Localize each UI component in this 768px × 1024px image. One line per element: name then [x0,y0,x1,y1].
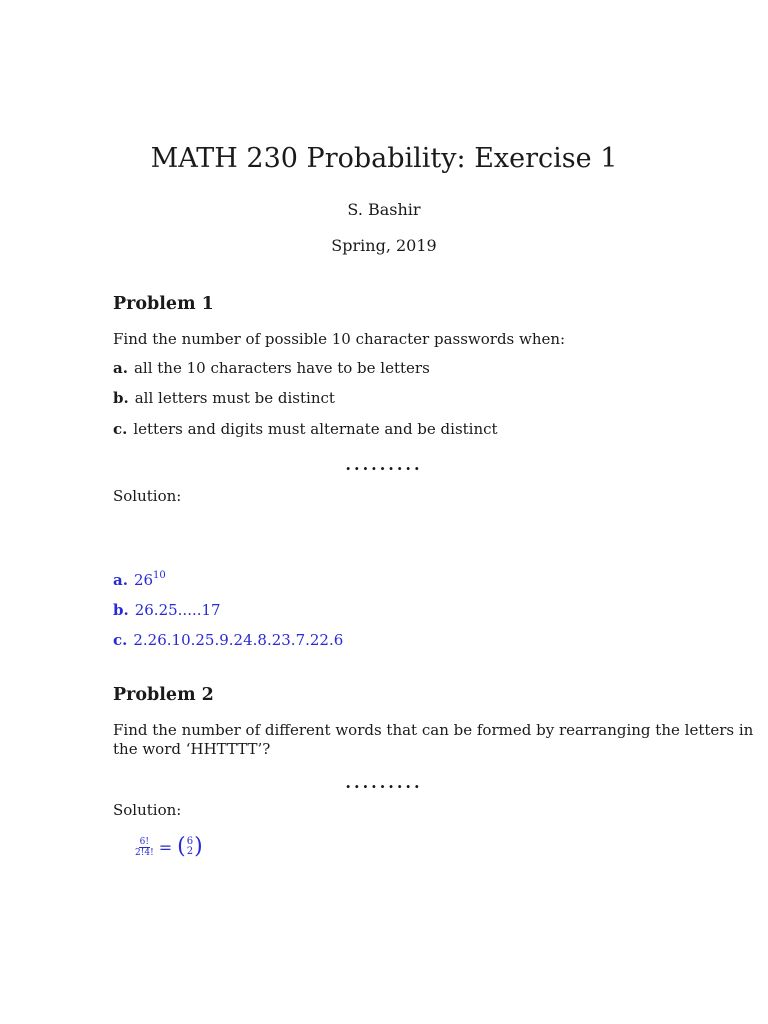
item-label: c. [113,420,128,438]
problem-1-item-b [113,389,335,407]
answer-label: c. [113,631,128,649]
item-text: all the 10 characters have to be letters [133,359,430,377]
problem-2-prompt-line-1: Find the number of different words that can be formed by rearranging the letters in [113,721,754,739]
binomial-top: 6 [186,836,194,847]
fraction [135,837,154,858]
fraction-denominator: 2!4! [135,847,154,858]
item-text: all letters must be distinct [134,389,335,407]
fraction-numerator: 6! [139,836,150,847]
answer-label: b. [113,601,129,619]
item-label: b. [113,389,129,407]
separator-dots-2: ......... [345,773,423,792]
answer-text: 2.26.10.25.9.24.8.23.7.22.6 [133,631,344,649]
problem-1-answer-b [113,601,221,619]
problem-2-heading: Problem 2 [113,685,214,705]
item-label: a. [113,359,128,377]
item-text: letters and digits must alternate and be distinct [133,420,498,438]
problem-1-prompt: Find the number of possible 10 character passwords when: [113,330,566,348]
date: Spring, 2019 [331,236,437,255]
problem-1-solution-label: Solution: [113,487,182,505]
problem-1-answer-c [113,631,343,649]
problem-2-solution-label: Solution: [113,801,182,819]
problem-1-answer-a [113,571,166,589]
document-title: MATH 230 Probability: Exercise 1 [150,143,618,174]
answer-exponent: 10 [153,570,166,581]
author: S. Bashir [347,200,421,219]
problem-1-heading: Problem 1 [113,294,214,314]
binomial-bottom: 2 [186,846,194,857]
equals-sign: = [158,837,173,857]
answer-label: a. [113,571,128,589]
left-paren-icon: ( [177,834,186,859]
separator-dots-1: ......... [345,455,423,474]
right-paren-icon: ) [194,834,203,859]
binomial-coefficient [177,836,203,858]
answer-text: 26.25.....17 [134,601,221,619]
problem-1-item-c [113,420,498,438]
answer-base: 26 [133,571,154,589]
problem-1-item-a [113,359,430,377]
problem-2-prompt-line-2: the word ‘HHTTTT’? [113,740,271,758]
problem-2-answer [135,836,203,858]
